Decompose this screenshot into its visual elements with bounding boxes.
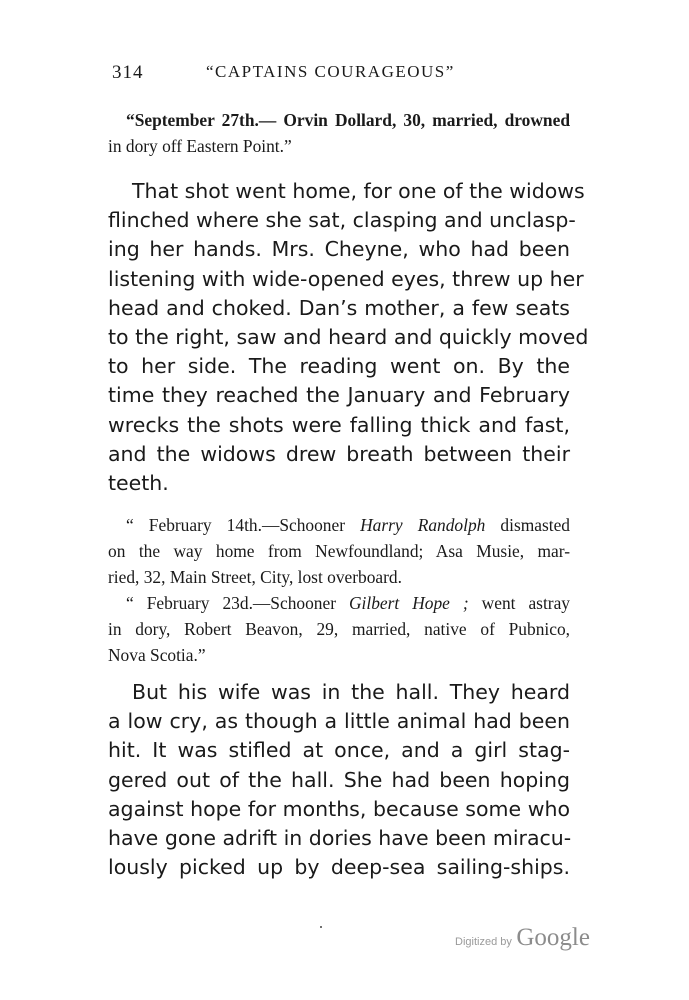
log-entry-rest: went astray — [468, 593, 570, 613]
page-number: 314 — [112, 62, 144, 83]
paragraph-line: gered out of the hall. She had been hoping — [108, 767, 570, 792]
paragraph-line: to the right, saw and heard and quickly moved — [108, 325, 589, 350]
paragraph-1 — [108, 177, 589, 498]
paragraph-line: have gone adrift in dories have been miracu- — [108, 826, 572, 851]
log-entry-line: ried, 32, Main Street, City, lost overboard. — [108, 567, 402, 587]
page-header — [112, 62, 572, 86]
vessel-name: Harry Randolph — [360, 515, 486, 535]
paragraph-line: hit. It was stifled at once, and a girl stag- — [108, 738, 570, 763]
digitization-watermark — [455, 924, 590, 952]
paragraph-line: time they reached the January and February — [108, 383, 570, 408]
paragraph-line: head and choked. Dan’s mother, a few seats — [108, 295, 570, 320]
log-entries-february — [108, 512, 570, 668]
log-entry-line: on the way home from Newfoundland; Asa Musie, mar- — [108, 541, 570, 561]
paragraph-line: wrecks the shots were falling thick and fast, — [108, 412, 570, 437]
digitized-label: Digitized by — [455, 936, 512, 948]
paragraph-line: listening with wide-opened eyes, threw up her — [108, 266, 584, 291]
paragraph-line: to her side. The reading went on. By the — [108, 354, 570, 379]
log-entry-line: in dory, Robert Beavon, 29, married, native of Pubnico, — [108, 619, 570, 639]
paragraph-line: a low cry, as though a little animal had been — [108, 709, 570, 734]
running-title: “CAPTAINS COURAGEOUS” — [206, 62, 455, 81]
paragraph-line: and the widows drew breath between their — [108, 441, 570, 466]
vessel-name: Gilbert Hope ; — [348, 593, 469, 613]
log-entry-line: Nova Scotia.” — [108, 645, 206, 665]
paragraph-line: teeth. — [108, 471, 169, 496]
paragraph-line: But his wife was in the hall. They heard — [132, 680, 570, 704]
paragraph-line: ing her hands. Mrs. Cheyne, who had been — [108, 237, 570, 262]
log-entry-prefix: “ February 14th.—Schooner — [126, 515, 361, 535]
log-entry-line — [108, 590, 570, 616]
printer-mark — [320, 926, 322, 928]
paragraph-line: lously picked up by deep-sea sailing-ships. — [108, 855, 570, 880]
log-entry-line: in dory off Eastern Point.” — [108, 136, 292, 156]
log-entry-september — [108, 107, 570, 159]
log-entry-rest: dismasted — [485, 515, 570, 535]
log-entry-prefix: “ February 23d.—Schooner — [126, 593, 349, 613]
paragraph-line: against hope for months, because some who — [108, 796, 570, 821]
google-logo: Google — [516, 924, 590, 951]
paragraph-2 — [108, 678, 570, 882]
paragraph-line: flinched where she sat, clasping and unclasp- — [108, 208, 576, 233]
log-entry-line: “September 27th.— Orvin Dollard, 30, married, drowned — [126, 110, 570, 130]
log-entry-line — [108, 512, 570, 538]
paragraph-line: That shot went home, for one of the widows — [132, 179, 585, 203]
